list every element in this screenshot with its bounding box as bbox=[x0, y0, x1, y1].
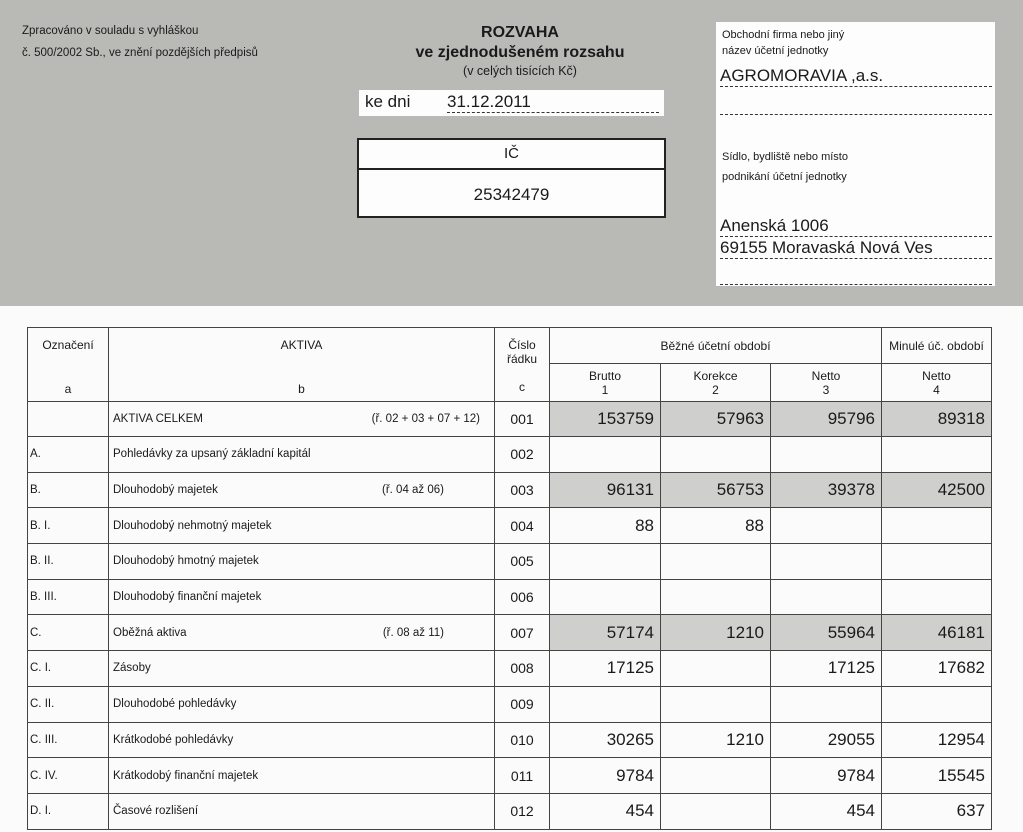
legal-line-1: Zpracováno v souladu s vyhláškou bbox=[22, 25, 199, 37]
cell-netto-prev: 637 bbox=[882, 793, 992, 829]
row-name bbox=[109, 579, 495, 615]
row-oznaceni: D. I. bbox=[28, 793, 109, 829]
row-oznaceni: B. II. bbox=[28, 544, 109, 580]
cell-brutto: 57174 bbox=[550, 615, 661, 651]
col-header-netto-prev: Netto 4 bbox=[882, 364, 992, 402]
row-oznaceni: C. I. bbox=[28, 651, 109, 687]
cell-netto-prev bbox=[882, 686, 992, 722]
row-number: 001 bbox=[495, 402, 550, 437]
address-line-3 bbox=[720, 264, 992, 285]
table-row bbox=[28, 651, 992, 687]
cell-netto bbox=[771, 437, 882, 473]
row-name bbox=[109, 722, 495, 758]
col-header-bezne-obdobi: Běžné účetní období bbox=[550, 328, 882, 364]
row-name bbox=[109, 472, 495, 508]
cell-brutto bbox=[550, 579, 661, 615]
row-name-text: Dlouhodobý hmotný majetek bbox=[113, 555, 259, 568]
row-name-text: Oběžná aktiva bbox=[113, 626, 187, 639]
seat-label-2: podnikání účetní jednotky bbox=[722, 171, 847, 183]
balance-sheet-body bbox=[28, 402, 992, 830]
cell-brutto: 153759 bbox=[550, 402, 661, 437]
row-number: 011 bbox=[495, 758, 550, 794]
company-name-line-2 bbox=[720, 94, 992, 115]
row-oznaceni bbox=[28, 402, 109, 437]
col-header-minule-obdobi: Minulé úč. období bbox=[882, 328, 992, 364]
row-oznaceni: B. bbox=[28, 472, 109, 508]
cell-netto-prev: 89318 bbox=[882, 402, 992, 437]
row-oznaceni: B. I. bbox=[28, 508, 109, 544]
row-name bbox=[109, 793, 495, 829]
table-row bbox=[28, 793, 992, 829]
table-row bbox=[28, 579, 992, 615]
row-formula: (ř. 04 až 06) bbox=[382, 484, 444, 497]
cell-brutto: 9784 bbox=[550, 758, 661, 794]
row-oznaceni: C. III. bbox=[28, 722, 109, 758]
cell-brutto: 88 bbox=[550, 508, 661, 544]
cell-netto-prev bbox=[882, 544, 992, 580]
col-header-aktiva-letter: b bbox=[298, 382, 305, 396]
cell-netto: 39378 bbox=[771, 472, 882, 508]
date-value: 31.12.2011 bbox=[447, 92, 659, 113]
title-block bbox=[370, 24, 670, 78]
page-title: ROZVAHA bbox=[481, 24, 559, 41]
cell-brutto: 17125 bbox=[550, 651, 661, 687]
row-name bbox=[109, 651, 495, 687]
cell-korekce: 88 bbox=[661, 508, 771, 544]
cell-korekce bbox=[661, 579, 771, 615]
cell-netto-prev: 15545 bbox=[882, 758, 992, 794]
cell-netto-prev: 46181 bbox=[882, 615, 992, 651]
page-subtitle: ve zjednodušeném rozsahu bbox=[415, 44, 625, 61]
cell-korekce bbox=[661, 793, 771, 829]
row-name-text: Dlouhodobé pohledávky bbox=[113, 698, 237, 711]
seat-label-1: Sídlo, bydliště nebo místo bbox=[722, 151, 848, 163]
cell-netto-prev bbox=[882, 508, 992, 544]
row-name-text: Krátkodobý finanční majetek bbox=[113, 769, 259, 782]
col-header-cislo-radku: Číslo řádku c bbox=[495, 328, 550, 402]
date-label: ke dni bbox=[365, 92, 411, 111]
row-name bbox=[109, 437, 495, 473]
table-row bbox=[28, 402, 992, 437]
cell-brutto bbox=[550, 544, 661, 580]
firm-label-1: Obchodní firma nebo jiný bbox=[722, 29, 845, 41]
balance-sheet-table bbox=[27, 327, 992, 830]
units-note: (v celých tisících Kč) bbox=[463, 64, 577, 78]
row-number: 004 bbox=[495, 508, 550, 544]
cell-netto: 9784 bbox=[771, 758, 882, 794]
row-name bbox=[109, 508, 495, 544]
table-row bbox=[28, 615, 992, 651]
company-name: AGROMORAVIA ,a.s. bbox=[720, 66, 992, 87]
col-header-cislo-radku-letter: c bbox=[519, 380, 525, 394]
cell-korekce bbox=[661, 544, 771, 580]
cell-korekce: 1210 bbox=[661, 615, 771, 651]
row-number: 008 bbox=[495, 651, 550, 687]
table-row bbox=[28, 508, 992, 544]
row-number: 009 bbox=[495, 686, 550, 722]
table-row bbox=[28, 758, 992, 794]
table-row bbox=[28, 544, 992, 580]
cell-netto: 29055 bbox=[771, 722, 882, 758]
cell-korekce bbox=[661, 758, 771, 794]
cell-netto-prev: 17682 bbox=[882, 651, 992, 687]
cell-netto-prev bbox=[882, 437, 992, 473]
form-header bbox=[0, 0, 1023, 306]
cell-netto bbox=[771, 544, 882, 580]
row-number: 002 bbox=[495, 437, 550, 473]
cell-brutto: 30265 bbox=[550, 722, 661, 758]
cell-netto: 17125 bbox=[771, 651, 882, 687]
row-name bbox=[109, 402, 495, 437]
col-header-oznaceni-letter: a bbox=[64, 382, 72, 396]
row-number: 003 bbox=[495, 472, 550, 508]
cell-netto: 95796 bbox=[771, 402, 882, 437]
cell-brutto bbox=[550, 686, 661, 722]
row-name-text: Dlouhodobý majetek bbox=[113, 484, 218, 497]
row-oznaceni: C. bbox=[28, 615, 109, 651]
row-name-text: Dlouhodobý nehmotný majetek bbox=[113, 519, 272, 532]
cell-netto-prev: 42500 bbox=[882, 472, 992, 508]
cell-korekce: 1210 bbox=[661, 722, 771, 758]
company-box bbox=[716, 22, 995, 286]
row-name-text: Zásoby bbox=[113, 662, 151, 675]
balance-sheet-table-area bbox=[27, 327, 992, 830]
row-number: 010 bbox=[495, 722, 550, 758]
cell-netto: 454 bbox=[771, 793, 882, 829]
table-row bbox=[28, 437, 992, 473]
row-formula: (ř. 08 až 11) bbox=[382, 626, 444, 639]
cell-netto-prev: 12954 bbox=[882, 722, 992, 758]
legal-line-2: č. 500/2002 Sb., ve znění pozdějších předpisů bbox=[22, 47, 258, 59]
row-oznaceni: B. III. bbox=[28, 579, 109, 615]
cell-korekce bbox=[661, 686, 771, 722]
cell-netto: 55964 bbox=[771, 615, 882, 651]
row-number: 007 bbox=[495, 615, 550, 651]
row-formula: (ř. 02 + 03 + 07 + 12) bbox=[371, 413, 480, 425]
row-number: 005 bbox=[495, 544, 550, 580]
cell-korekce bbox=[661, 437, 771, 473]
ic-label: IČ bbox=[359, 140, 664, 170]
row-name bbox=[109, 544, 495, 580]
row-number: 012 bbox=[495, 793, 550, 829]
row-name bbox=[109, 615, 495, 651]
date-field bbox=[359, 90, 664, 116]
row-name-text: AKTIVA CELKEM bbox=[113, 413, 203, 425]
row-number: 006 bbox=[495, 579, 550, 615]
cell-netto bbox=[771, 686, 882, 722]
cell-netto bbox=[771, 508, 882, 544]
table-row bbox=[28, 722, 992, 758]
row-name-text: Krátkodobé pohledávky bbox=[113, 733, 234, 746]
cell-netto-prev bbox=[882, 579, 992, 615]
row-name-text: Pohledávky za upsaný základní kapitál bbox=[113, 448, 311, 461]
row-oznaceni: C. II. bbox=[28, 686, 109, 722]
col-header-korekce: Korekce 2 bbox=[661, 364, 771, 402]
cell-netto bbox=[771, 579, 882, 615]
row-name bbox=[109, 758, 495, 794]
cell-brutto: 96131 bbox=[550, 472, 661, 508]
cell-korekce: 57963 bbox=[661, 402, 771, 437]
row-name-text: Časové rozlišení bbox=[113, 805, 199, 818]
col-header-aktiva: AKTIVA b bbox=[109, 328, 495, 402]
row-name-text: Dlouhodobý finanční majetek bbox=[113, 591, 262, 604]
cell-korekce bbox=[661, 651, 771, 687]
table-row bbox=[28, 686, 992, 722]
ic-box bbox=[357, 138, 666, 218]
table-row bbox=[28, 472, 992, 508]
firm-label-2: název účetní jednotky bbox=[722, 45, 829, 57]
cell-brutto bbox=[550, 437, 661, 473]
col-header-oznaceni: Označení a bbox=[28, 328, 109, 402]
col-header-netto: Netto 3 bbox=[771, 364, 882, 402]
legal-notice bbox=[22, 20, 258, 64]
cell-brutto: 454 bbox=[550, 793, 661, 829]
ic-value: 25342479 bbox=[473, 185, 550, 204]
cell-korekce: 56753 bbox=[661, 472, 771, 508]
row-oznaceni: C. IV. bbox=[28, 758, 109, 794]
row-name bbox=[109, 686, 495, 722]
row-oznaceni: A. bbox=[28, 437, 109, 473]
address-line-1: Anenská 1006 bbox=[720, 216, 992, 237]
address-line-2: 69155 Moravaská Nová Ves bbox=[720, 238, 992, 259]
col-header-brutto: Brutto 1 bbox=[550, 364, 661, 402]
